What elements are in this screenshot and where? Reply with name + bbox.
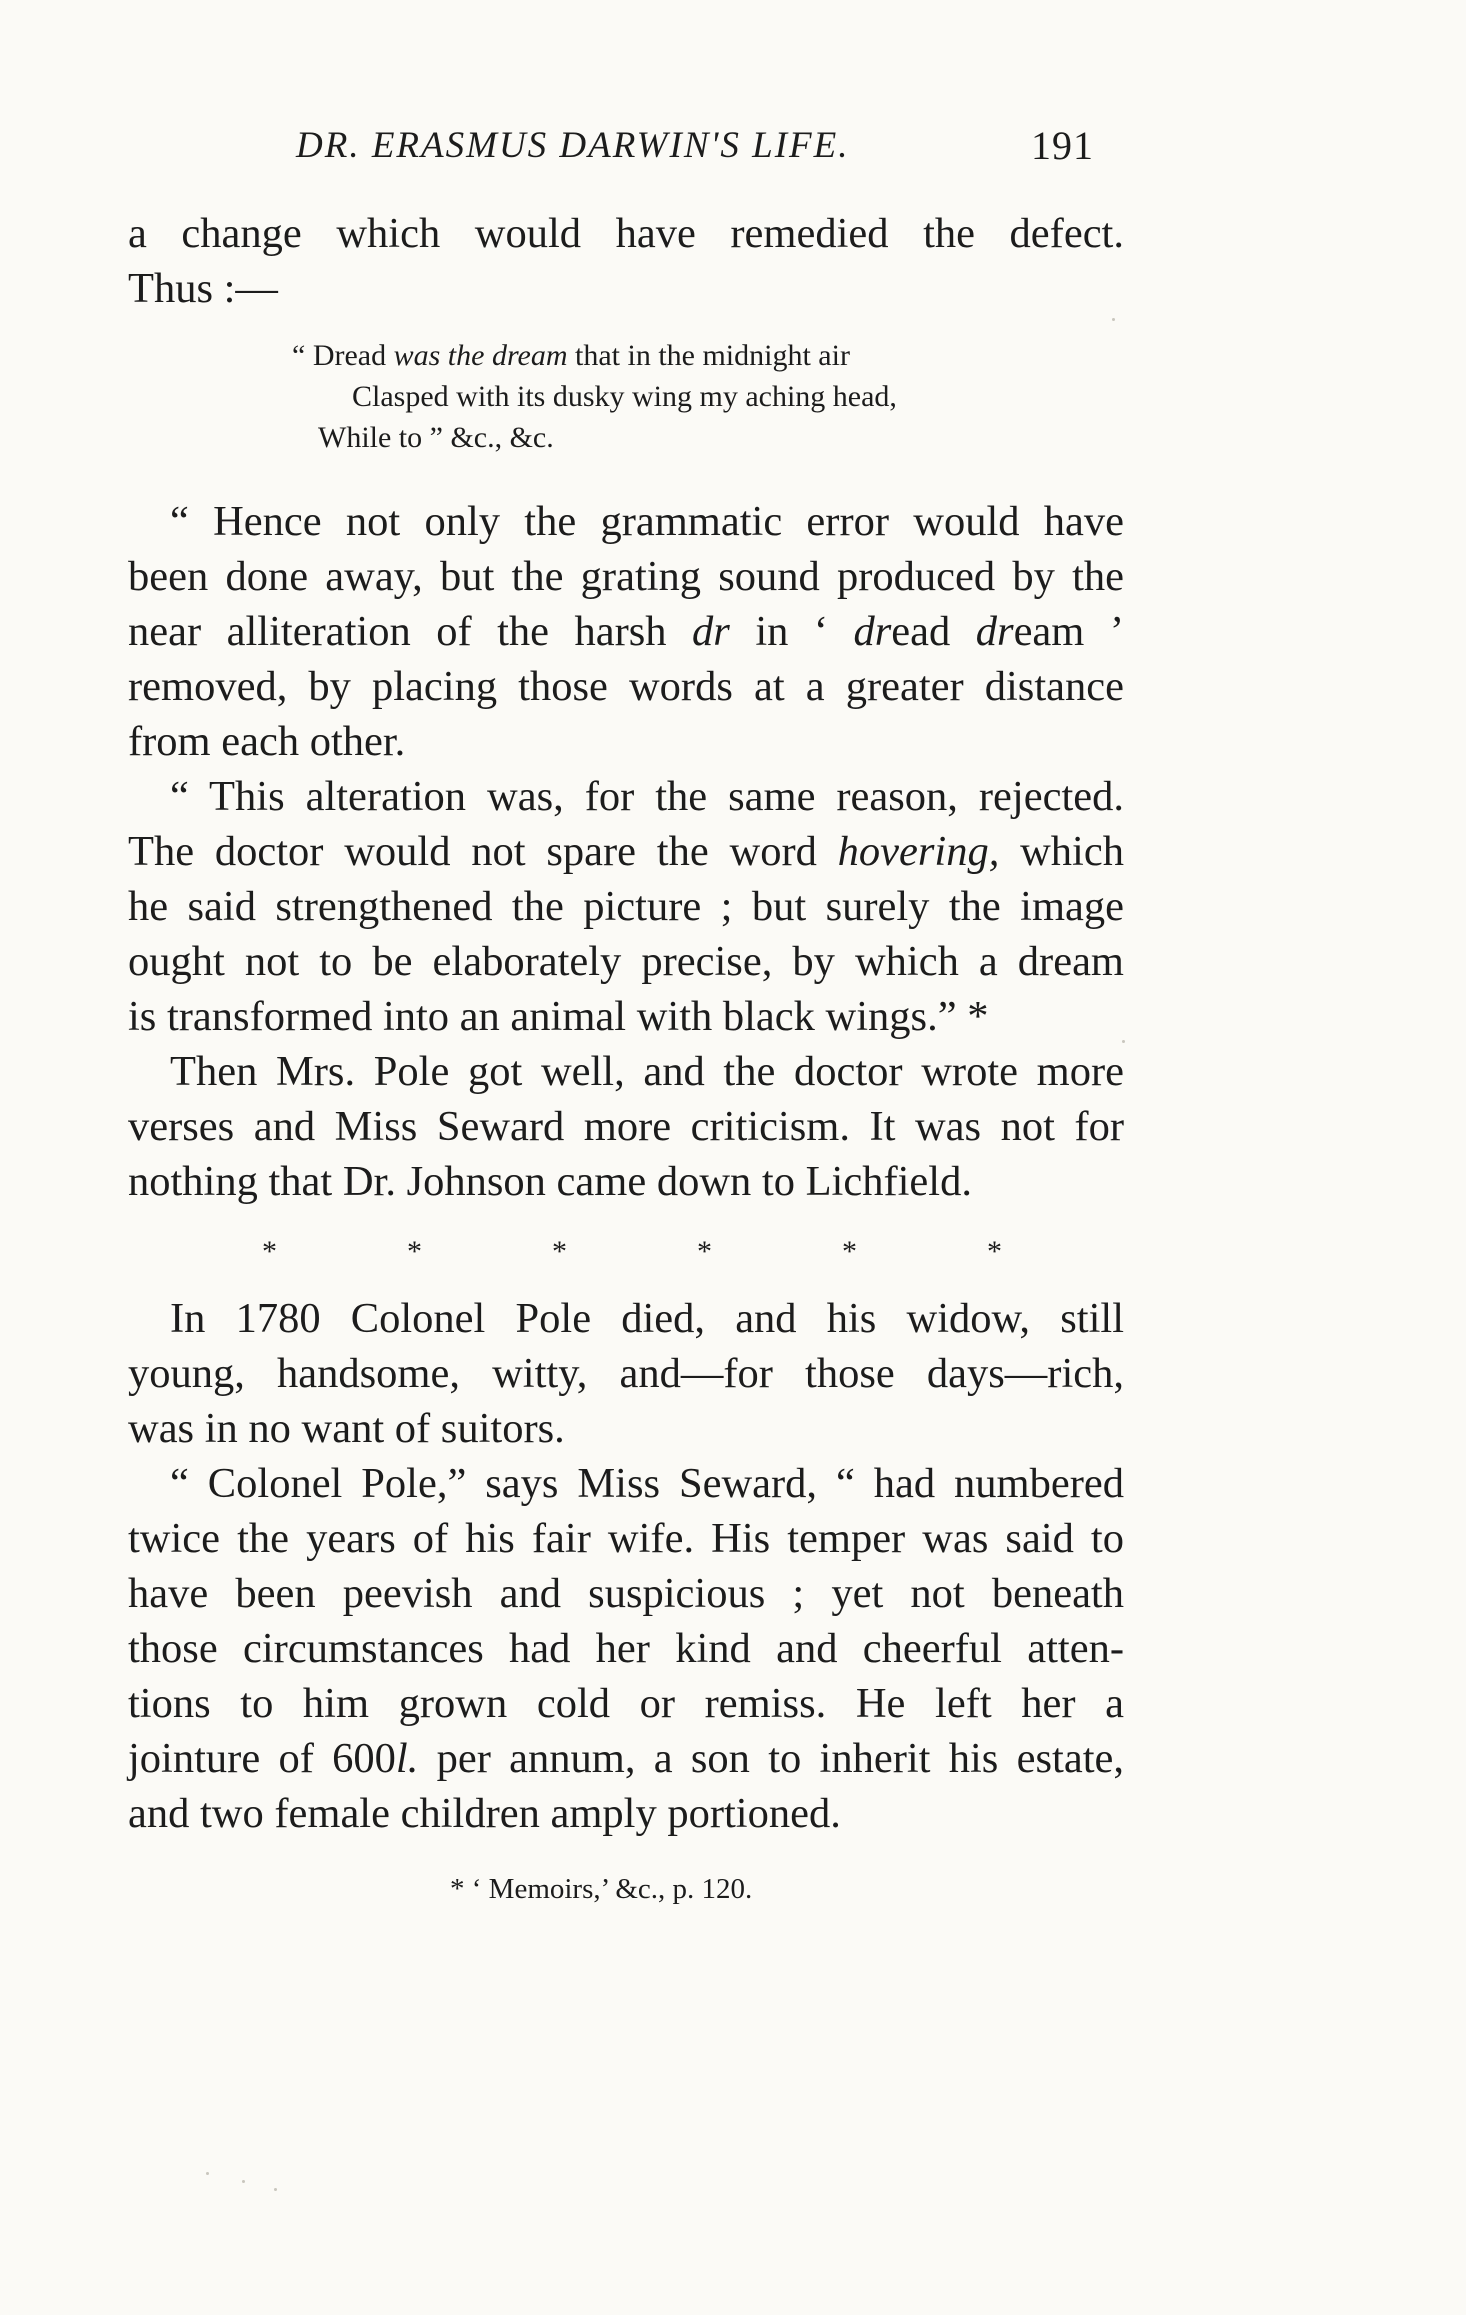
body-line: and two female children amply portioned.: [128, 1790, 841, 1837]
verse-line: Clasped with its dusky wing my aching head,: [352, 380, 897, 413]
page-header: [128, 124, 1128, 184]
asterisk: *: [407, 1235, 422, 1268]
body-line: is transformed into an animal with black wings.” *: [128, 993, 989, 1040]
body-line: was in no want of suitors.: [128, 1405, 565, 1452]
page-number: 191: [1031, 123, 1094, 168]
verse-line: While to ” &c., &c.: [318, 421, 554, 454]
footnote: * ‘ Memoirs,’ &c., p. 120.: [450, 1873, 753, 1905]
body-line: near alliteration of the harsh dr in ‘ dread dream ’: [128, 608, 1124, 655]
body-line: young, handsome, witty, and—for those days—rich,: [128, 1350, 1124, 1397]
body-line: twice the years of his fair wife. His temper was said to: [128, 1515, 1124, 1562]
body-line: a change which would have remedied the defect.: [128, 210, 1124, 257]
paper-speck: [1122, 1040, 1125, 1043]
body-line: nothing that Dr. Johnson came down to Lichfield.: [128, 1158, 972, 1205]
asterisk: *: [552, 1235, 567, 1268]
body-line: Thus :—: [128, 265, 278, 312]
asterisk: *: [697, 1235, 712, 1268]
body-line: The doctor would not spare the word hovering, which: [128, 828, 1124, 875]
body-line: have been peevish and suspicious ; yet not beneath: [128, 1570, 1124, 1617]
body-line: ought not to be elaborately precise, by which a dream: [128, 938, 1124, 985]
body-line: jointure of 600l. per annum, a son to inherit his estate,: [128, 1735, 1124, 1782]
section-break: [262, 1235, 1002, 1269]
paper-speck: [1112, 318, 1115, 321]
body-line: he said strengthened the picture ; but surely the image: [128, 883, 1124, 930]
paper-speck: [242, 2180, 245, 2183]
body-line: “ Colonel Pole,” says Miss Seward, “ had numbered: [170, 1460, 1124, 1507]
asterisk: *: [262, 1235, 277, 1268]
body-line: removed, by placing those words at a greater distance: [128, 663, 1124, 710]
body-line: Then Mrs. Pole got well, and the doctor wrote more: [170, 1048, 1124, 1095]
body-line: tions to him grown cold or remiss. He left her a: [128, 1680, 1124, 1727]
body-line: “ This alteration was, for the same reason, rejected.: [170, 773, 1124, 820]
body-line: verses and Miss Seward more criticism. It was not for: [128, 1103, 1124, 1150]
asterisk: *: [987, 1235, 1002, 1268]
body-line: been done away, but the grating sound produced by the: [128, 553, 1124, 600]
running-head: DR. ERASMUS DARWIN'S LIFE.: [296, 125, 850, 166]
paper-speck: [274, 2188, 277, 2191]
verse-line: “ Dread was the dream that in the midnight air: [292, 339, 850, 372]
asterisk: *: [842, 1235, 857, 1268]
paper-speck: [206, 2172, 209, 2175]
body-line: “ Hence not only the grammatic error would have: [170, 498, 1124, 545]
body-line: those circumstances had her kind and cheerful atten-: [128, 1625, 1124, 1672]
body-line: from each other.: [128, 718, 406, 765]
body-line: In 1780 Colonel Pole died, and his widow, still: [170, 1295, 1124, 1342]
